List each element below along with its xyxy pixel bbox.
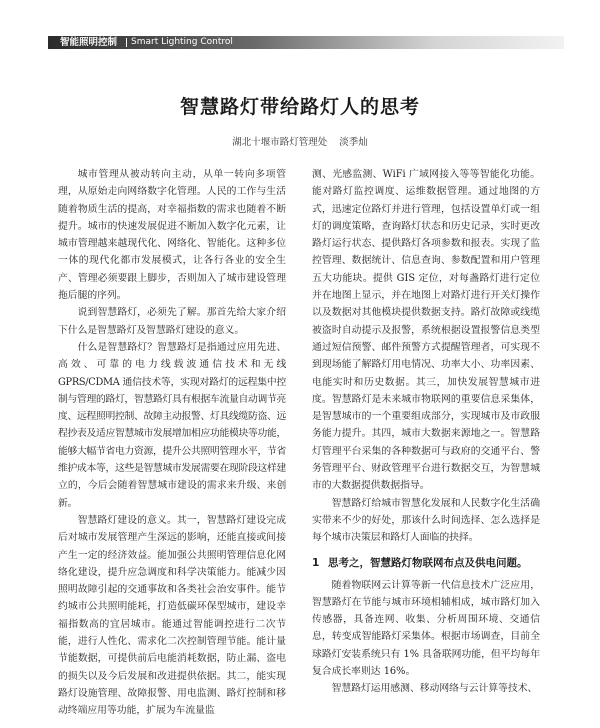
article-title: 智慧路灯带给路灯人的思考	[179, 96, 420, 118]
paragraph: 智慧路灯建设的意义。其一，智慧路灯建设完成后对城市发展管理产生深远的影响，还能直接或间接产生一定的经济效益。能加强公共照明管理信息化网络化建设，提升应急调度和科学决策能力。能减少因照明故障引起的交通事故和各类社会治安事件。能节约城市公共照明能耗，打造低碳环保型城市，建设幸福指数高的宜居城市。能通过智能调控进行二次节能，进行人性化、需求化二次控制管理节能。能计量节能数据，可提供前后电能消耗数据，防止漏、盗电的损失以及今后发展和改进提供依据。其二，能实现路灯设施管理、故障报警、用电监测、路灯控制和移动终端应用等功能，扩展为车流量监	[58, 514, 286, 717]
right-column	[312, 166, 540, 698]
paragraph: 智慧路灯运用感测、移动网络与云计算等技术、	[331, 683, 538, 695]
running-header-section: 智能照明控制	[60, 37, 118, 48]
section-heading	[312, 555, 540, 571]
paragraph: 什么是智慧路灯？智慧路灯是指通过应用先进、高效、可靠的电力线载波通信技术和无线 GPRS/CDMA 通信技术等，实现对路灯的远程集中控制与管理的路灯，智慧路灯具有根据车流量自动调节亮度、远程照明控制、故障主动报警、灯具线缆防盗、远程抄表及适应智慧城市发展增加相应功能模块等功能，能够大幅节省电力资源，提升公共照明管理水平，节省维护成本等，这些是智慧城市发展需要在现阶段这样建立的，今后会随着智慧城市建设的需求来升级、来创新。	[58, 341, 286, 509]
author-affiliation: 湖北十堰市路灯管理处	[232, 137, 328, 148]
section-heading-text: 思考之，智慧路灯物联网布点及供电问题。	[328, 556, 528, 569]
paragraph: 说到智慧路灯，必须先了解。那首先给大家介绍下什么是智慧路灯及智慧路灯建设的意义。	[58, 307, 286, 336]
running-header-divider	[126, 38, 127, 47]
author-name: 淡季灿	[339, 137, 368, 148]
left-column	[58, 166, 286, 720]
running-header-section-en: Smart Lighting Control	[131, 37, 233, 47]
paragraph: 测、光感监测、WiFi 广域网接入等等智能化功能。能对路灯监控调度、运维数据管理。通过地图的方式，迅速定位路灯并进行管理，包括设置单灯或一组灯的调度策略，查询路灯状态和历史记录，实时更改路灯运行状态、提供路灯各项参数和报表。实现了监控管理、数据统计、信息查询、参数配置和用户管理五大功能块。提供 GIS 定位，对每盏路灯进行定位并在地图上显示，并在地图上对路灯进行开关灯操作以及数据对其他模块提供数据支持。路灯故障或线缆被盗时自动提示及报警，系统根据设置报警信息类型通过短信预警、邮件预警方式提醒管理者，可实现不到现场能了解路灯用电情况、功率大小、功率因素、电能实时和历史数据。其三，加快发展智慧城市进度。智慧路灯是未来城市物联网的重要信息采集体，是智慧城市的一个重要组成部分，实现城市及市政服务能力提升。其四，城市大数据来源地之一。智慧路灯管理平台采集的各种数据可与政府的交通平台、警务管理平台、财政管理平台进行数据交互，为智慧城市的大数据提供数据指导。	[312, 169, 540, 492]
paragraph: 随着物联网云计算等新一代信息技术广泛应用，智慧路灯在节能与城市环境相辅相成，城市路灯加入传感器，具备连网、收集、分析周围环境、交通信息，转变成智能路灯采集体。根据市场调查，目前全球路灯安装系统只有 1% 具备联网功能，但平均每年复合成长率则达 16%。	[312, 579, 540, 678]
paragraph: 智慧路灯给城市智慧化发展和人民数字化生活确实带来不少的好处，那该什么时间选择、怎么选择是每个城市决策层和路灯人面临的抉择。	[312, 497, 540, 544]
paragraph: 城市管理从被动转向主动，从单一转向多项管理，从原始走向网络数字化管理。人民的工作与生活随着物质生活的提高，对幸福指数的需求也随着不断提升。城市的快速发展促进不断加入数字化元素，让城市管理越来越现代化、网络化、智能化。这种多位一体的现代化都市发展模式，让各行各业的安全生产、管理必须要跟上脚步，否则加入了城市建设管理拖后腿的序列。	[58, 169, 286, 302]
section-number: 1	[312, 556, 320, 569]
byline	[0, 134, 600, 148]
